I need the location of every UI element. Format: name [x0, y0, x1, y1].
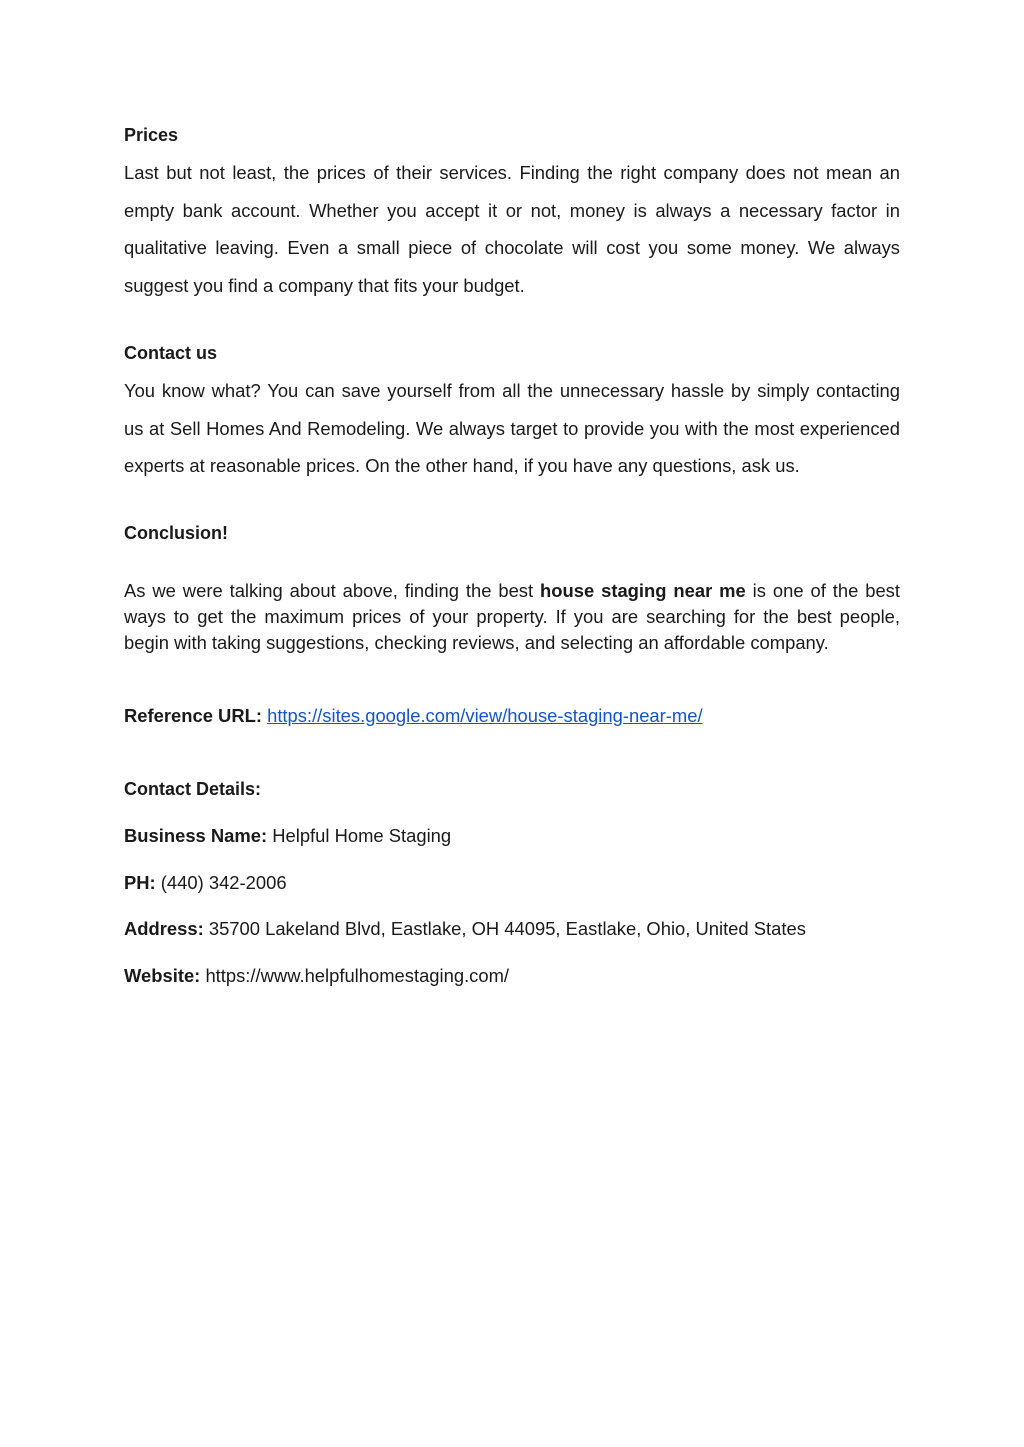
contact-details-heading: Contact Details:	[124, 779, 262, 799]
address-label: Address:	[124, 918, 204, 939]
phone-line	[124, 871, 287, 895]
address-line	[124, 917, 806, 941]
website-value: https://www.helpfulhomestaging.com/	[205, 965, 510, 986]
address-value: 35700 Lakeland Blvd, Eastlake, OH 44095, Eastlake, Ohio, United States	[208, 918, 806, 939]
contact-us-heading: Contact us	[124, 343, 218, 363]
conclusion-paragraph	[124, 578, 900, 656]
business-name-label: Business Name:	[124, 825, 268, 846]
phone-label: PH:	[124, 872, 156, 893]
website-line	[124, 964, 509, 988]
phone-value: (440) 342-2006	[160, 872, 287, 893]
prices-heading: Prices	[124, 125, 179, 145]
conclusion-keyword: house staging near me	[540, 580, 746, 601]
conclusion-heading: Conclusion!	[124, 523, 228, 543]
conclusion-text-start: As we were talking about above, finding the best	[124, 580, 541, 601]
business-name-line	[124, 824, 451, 848]
conclusion-text-end: is one of the best ways to get the maximum prices of your property. If you are searching for the best people, begin with taking suggestions, checking reviews, and selecting an affordable company.	[124, 580, 900, 653]
reference-line	[124, 704, 703, 728]
reference-label: Reference URL:	[124, 705, 262, 726]
prices-paragraph: Last but not least, the prices of their services. Finding the right company does not mean an empty bank account. Whether you accept it or not, money is always a necessary factor in qualitative leaving. Even a small piece of chocolate will cost you some money. We always suggest you find a company that fits your budget.	[124, 162, 900, 296]
contact-us-paragraph: You know what? You can save yourself from all the unnecessary hassle by simply contacting us at Sell Homes And Remodeling. We always target to provide you with the most experienced experts at reasonable prices. On the other hand, if you have any questions, ask us.	[124, 380, 900, 477]
business-name-value: Helpful Home Staging	[272, 825, 452, 846]
website-label: Website:	[124, 965, 201, 986]
reference-url-link[interactable]: https://sites.google.com/view/house-staging-near-me/	[267, 705, 703, 726]
